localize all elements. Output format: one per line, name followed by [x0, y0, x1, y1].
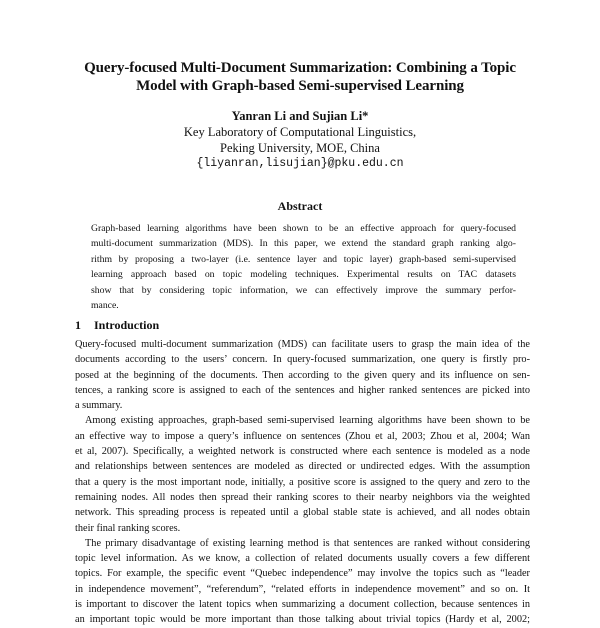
body-line: topic level information. As we know, a collection of related documents usually covers a few different: [75, 553, 530, 565]
paragraph: [75, 536, 530, 628]
affiliation-line: Peking University, MOE, China: [220, 141, 380, 155]
body-line: an important topic would be more important than those talking about trivial topics (Hardy et al, 2002;: [75, 614, 530, 626]
author-block: [100, 108, 500, 172]
body-line: their final ranking scores.: [75, 522, 181, 534]
body-line: posed at the beginning of the documents. Then according to the given query and its influence on sen-: [75, 369, 530, 381]
section-number: 1: [75, 318, 81, 332]
abstract-line: rithm by proposing a two-layer (i.e. sentence layer and topic layer) graph-based semi-supervised: [91, 253, 516, 265]
abstract-line: show that by considering topic information, we can effectively improve the summary perfor-: [91, 284, 516, 296]
body-line: remaining nodes. All nodes then spread their ranking scores to their nearby neighbors via the weighted: [75, 491, 530, 503]
abstract-line: mance.: [91, 300, 119, 312]
author-email: {liyanran,lisujian}@pku.edu.cn: [196, 157, 404, 170]
body-line: tences, a ranking score is assigned to each of the sentences and higher ranked sentences are picked into: [75, 384, 530, 396]
abstract-body: [91, 221, 516, 313]
body-line: et al, 2007). Specifically, a weighted network is constructed where each sentence is modeled as a node: [75, 446, 530, 458]
title-line: Query-focused Multi-Document Summarization: Combining a Topic: [84, 60, 516, 76]
section-body: [75, 337, 530, 628]
body-line: topics. For example, the specific event “Quebec independence” may involve the topics such as “leader: [75, 568, 530, 580]
paragraph: [75, 413, 530, 535]
section-title: Introduction: [94, 318, 160, 332]
abstract-line: learning approach based on topic modeling techniques. Experimental results on TAC datasets: [91, 269, 516, 281]
body-line: and relationships between sentences are modeled as directed or undirected edges. With the assumption: [75, 461, 530, 473]
section-heading: [75, 317, 375, 333]
body-line: is important to discover the latent topics when summarizing a document collection, because sentences in: [75, 599, 530, 611]
body-line: that a query is the most important node, initially, a positive score is assigned to the query and zero to the: [75, 476, 530, 488]
abstract-heading: Abstract: [277, 199, 323, 213]
author-names: Yanran Li and Sujian Li*: [231, 109, 369, 123]
body-line: network. This spreading process is repeated until a global stable state is achieved, and all nodes obtain: [75, 507, 530, 519]
paper-title: [60, 59, 540, 95]
affiliation-line: Key Laboratory of Computational Linguistics,: [183, 125, 417, 139]
body-line: The primary disadvantage of existing learning method is that sentences are ranked without considering: [85, 537, 530, 549]
body-line: Query-focused multi-document summarization (MDS) can facilitate users to grasp the main idea of the: [75, 339, 530, 350]
body-line: documents according to the users’ concern. In query-focused summarization, one query is firstly pro-: [75, 354, 530, 366]
body-line: in independence movement”, “referendum”, “related efforts in independence movement” and so on. It: [75, 583, 530, 595]
title-line: Model with Graph-based Semi-supervised Learning: [136, 78, 464, 94]
body-line: a summary.: [75, 400, 123, 412]
abstract-line: Graph-based learning algorithms have been shown to be an effective approach for query-focused: [91, 223, 516, 234]
body-line: an effective way to impose a query’s influence on sentences (Zhou et al, 2003; Zhou et al, 2004; Wan: [75, 430, 530, 442]
paragraph: [75, 337, 530, 413]
abstract-line: multi-document summarization (MDS). In this paper, we extend the standard graph ranking algo-: [91, 238, 516, 250]
body-line: Among existing approaches, graph-based semi-supervised learning algorithms have been shown to be: [85, 415, 530, 427]
